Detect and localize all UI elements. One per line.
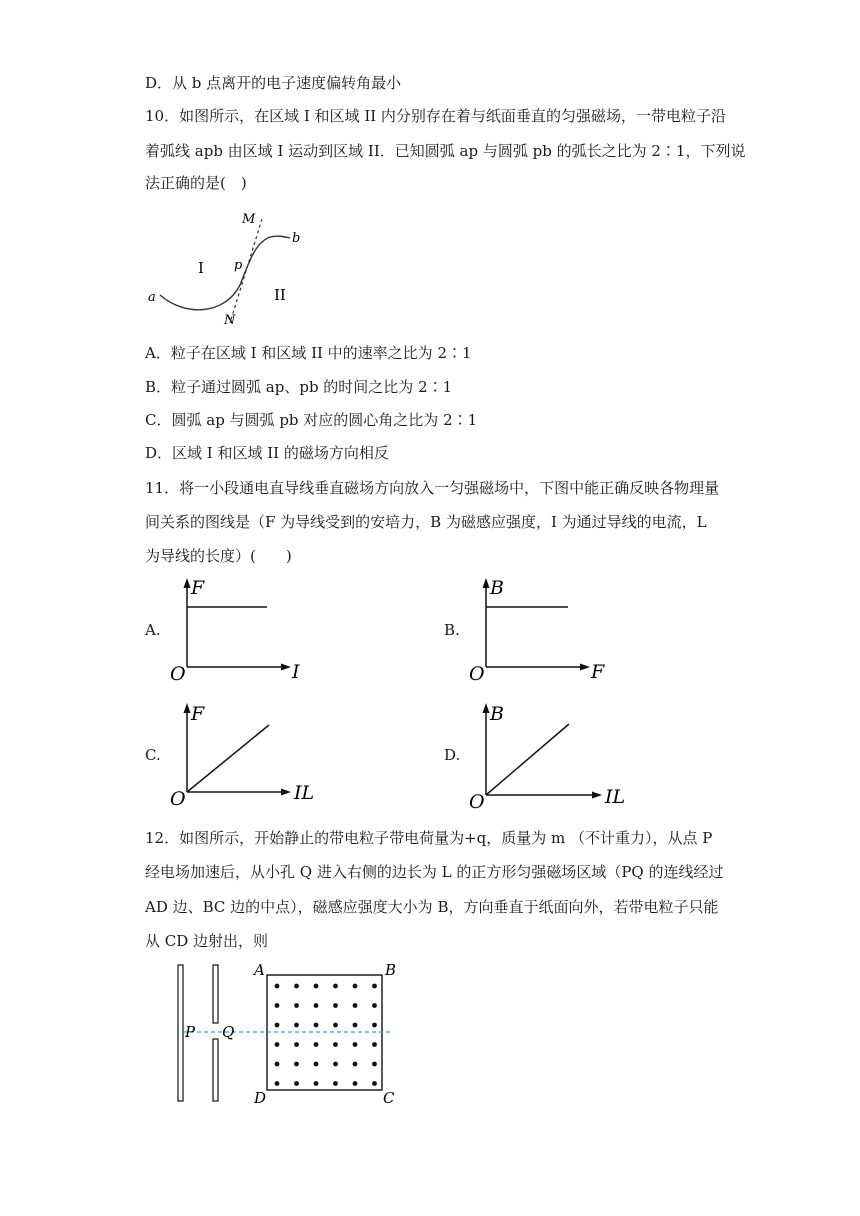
field-dot (314, 984, 319, 989)
q10-stem-line2: 着弧线 apb 由区域 I 运动到区域 II．已知圆弧 ap 与圆弧 pb 的弧长之比为 2∶1，下列说 (145, 142, 746, 160)
label-a: a (148, 290, 156, 305)
field-dot (294, 1062, 299, 1067)
label-p: P (185, 1023, 196, 1041)
field-dot (314, 1023, 319, 1028)
q10-stem-line3: 法正确的是( ) (145, 174, 247, 192)
field-dot (275, 1062, 280, 1067)
origin-label: O (469, 791, 485, 813)
label-region-2: II (274, 286, 286, 304)
x-axis-label: I (292, 661, 300, 683)
field-dot (353, 984, 358, 989)
q11-graph-c (165, 695, 320, 810)
x-axis-arrow-icon (580, 664, 590, 671)
right-plate-lower (213, 1039, 218, 1101)
label-m: M (242, 212, 256, 227)
field-dot (294, 1023, 299, 1028)
label-q: Q (222, 1023, 235, 1041)
q10-option-d: D．区域 I 和区域 II 的磁场方向相反 (145, 444, 389, 462)
q12-stem-line4: 从 CD 边射出，则 (145, 932, 269, 950)
x-axis-arrow-icon (281, 789, 291, 796)
field-dot (294, 984, 299, 989)
q11-graph-d-label: D. (444, 746, 461, 764)
q11-graph-c-label: C. (145, 746, 161, 764)
label-a: A (254, 961, 265, 979)
field-dot (333, 1003, 338, 1008)
q12-stem-line1: 12．如图所示，开始静止的带电粒子带电荷量为+q，质量为 m （不计重力），从点 P (145, 829, 713, 847)
q11-graph-a (165, 572, 315, 687)
q10-stem-line1: 10．如图所示，在区域 I 和区域 II 内分别存在着与纸面垂直的匀强磁场，一带电粒子沿 (145, 107, 726, 125)
q10-option-c: C．圆弧 ap 与圆弧 pb 对应的圆心角之比为 2∶1 (145, 411, 478, 429)
q11-graph-b (464, 572, 614, 687)
right-plate-upper (213, 965, 218, 1023)
y-axis-label: B (490, 703, 504, 725)
graph-line (187, 725, 269, 792)
q10-figure (140, 205, 310, 330)
field-dot (372, 1042, 377, 1047)
q12-figure (165, 955, 405, 1110)
field-dot (314, 1042, 319, 1047)
q11-graph-a-label: A. (145, 621, 161, 639)
field-dot (275, 1081, 280, 1086)
label-n: N (224, 313, 236, 328)
y-axis-arrow-icon (184, 578, 191, 588)
field-dot (372, 1062, 377, 1067)
x-axis-label: F (591, 661, 605, 683)
q12-stem-line2: 经电场加速后，从小孔 Q 进入右侧的边长为 L 的正方形匀强磁场区域（PQ 的连线经过 (145, 863, 724, 881)
field-dot (333, 1042, 338, 1047)
q11-stem-line1: 11．将一小段通电直导线垂直磁场方向放入一匀强磁场中，下图中能正确反映各物理量 (145, 479, 720, 497)
label-b: b (292, 231, 301, 246)
field-dot (333, 1062, 338, 1067)
field-dot (314, 1081, 319, 1086)
field-dot (353, 1042, 358, 1047)
x-axis-arrow-icon (592, 792, 602, 799)
left-plate (178, 965, 183, 1101)
field-dot (333, 1023, 338, 1028)
x-axis-label: IL (605, 786, 626, 808)
q11-stem-line3: 为导线的长度）( ) (145, 547, 292, 565)
field-dot (372, 984, 377, 989)
y-axis-arrow-icon (483, 703, 490, 713)
y-axis-label: B (490, 577, 504, 599)
trajectory-arc-apb (160, 236, 290, 310)
field-dot (333, 1081, 338, 1086)
y-axis-label: F (191, 577, 205, 599)
y-axis-label: F (191, 703, 205, 725)
field-dot (294, 1042, 299, 1047)
graph-line (486, 724, 569, 795)
y-axis-arrow-icon (184, 703, 191, 713)
field-dot (275, 1023, 280, 1028)
label-c: C (383, 1089, 395, 1107)
label-region-1: I (198, 259, 204, 277)
label-b: B (385, 961, 397, 979)
field-dot (353, 1003, 358, 1008)
q10-option-a: A．粒子在区域 I 和区域 II 中的速率之比为 2∶1 (145, 344, 472, 362)
origin-label: O (469, 663, 485, 685)
q10-option-b: B．粒子通过圆弧 ap、pb 的时间之比为 2∶1 (145, 378, 453, 396)
label-d: D (254, 1089, 267, 1107)
x-axis-label: IL (294, 782, 315, 804)
field-dot (372, 1023, 377, 1028)
label-p: p (234, 258, 243, 273)
q11-graph-b-label: B. (444, 621, 460, 639)
field-dot (353, 1081, 358, 1086)
field-dot (372, 1003, 377, 1008)
field-dot (294, 1081, 299, 1086)
field-dot (353, 1023, 358, 1028)
field-dot (314, 1003, 319, 1008)
field-dot (275, 1042, 280, 1047)
field-dot (353, 1062, 358, 1067)
field-dot (333, 984, 338, 989)
field-dot (314, 1062, 319, 1067)
q11-graph-d (464, 695, 639, 815)
q11-stem-line2: 间关系的图线是（F 为导线受到的安培力，B 为磁感应强度，I 为通过导线的电流，L (145, 513, 707, 531)
field-dot (275, 1003, 280, 1008)
x-axis-arrow-icon (281, 664, 291, 671)
field-dot (275, 984, 280, 989)
y-axis-arrow-icon (483, 578, 490, 588)
origin-label: O (170, 663, 186, 685)
field-dot (294, 1003, 299, 1008)
q9-option-d: D．从 b 点离开的电子速度偏转角最小 (145, 74, 402, 92)
q12-stem-line3: AD 边、BC 边的中点），磁感应强度大小为 B，方向垂直于纸面向外，若带电粒子只能 (145, 898, 719, 916)
field-dot (372, 1081, 377, 1086)
origin-label: O (170, 788, 186, 810)
